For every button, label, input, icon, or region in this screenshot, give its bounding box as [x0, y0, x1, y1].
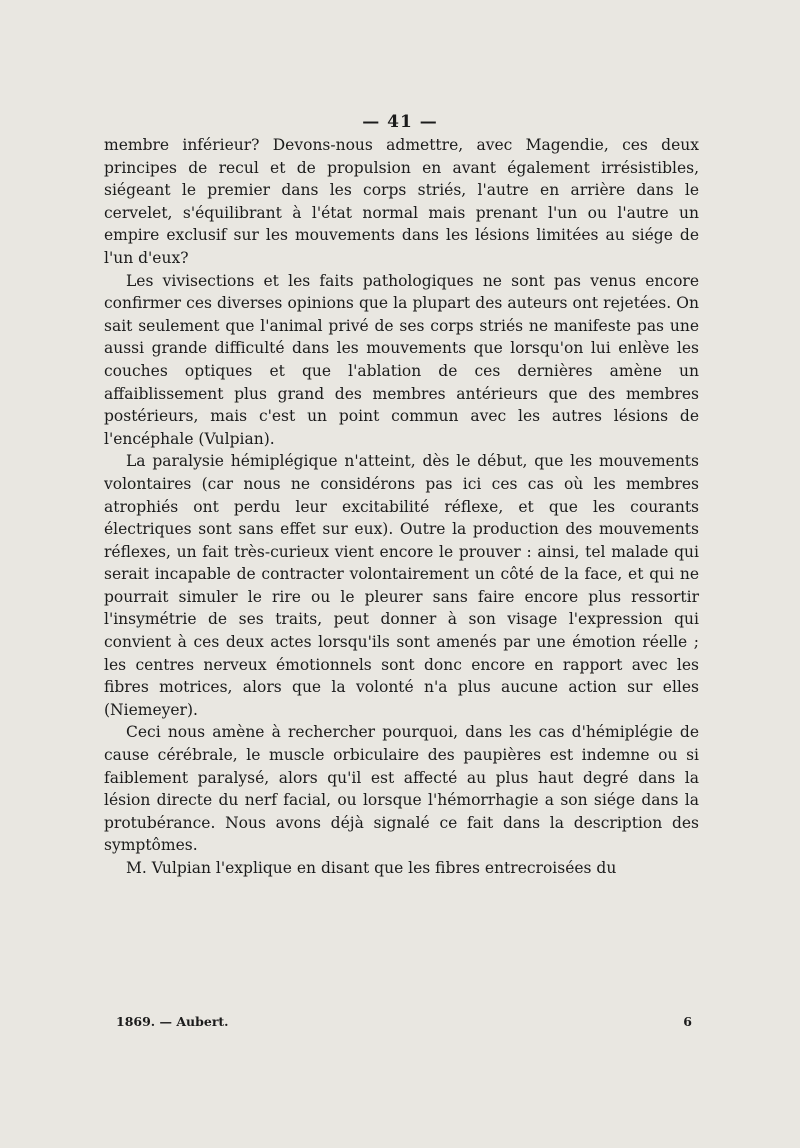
page-footer	[116, 1014, 692, 1029]
signature-mark: 6	[683, 1014, 692, 1029]
paragraph-3: La paralysie hémiplégique n'atteint, dès le début, que les mouvements volontaires (car nous ne considérons pas ici ces cas où les membres atrophiés ont perdu leur excitabilité réflexe, et que les courants électriques sont sans effet sur eux). Outre la production des mouvements réflexes, un fait très-curieux vient encore le prouver : ainsi, tel malade qui serait incapable de contracter volontairement un côté de la face, et qui ne pourrait simuler le rire ou le pleurer sans faire encore plus ressortir l'insymétrie de ses traits, peut donner à son visage l'expression qui convient à ces deux actes lorsqu'ils sont amenés par une émotion réelle ; les centres nerveux émotionnels sont donc encore en rapport avec les fibres motrices, alors que la volonté n'a plus aucune action sur elles (Niemeyer).	[104, 452, 699, 719]
paragraph-1: membre inférieur? Devons-nous admettre, avec Magendie, ces deux principes de recul et de propulsion en avant également irrésistibles, siégeant le premier dans les corps striés, l'autre en arrière dans le cervelet, s'équilibrant à l'état normal mais prenant l'un ou l'autre un empire exclusif sur les mouvements dans les lésions limitées au siége de l'un d'eux?	[104, 136, 699, 267]
paragraph-5: M. Vulpian l'explique en disant que les fibres entrecroisées du	[126, 859, 617, 877]
page-number: — 41 —	[362, 112, 438, 132]
paragraph-4: Ceci nous amène à rechercher pourquoi, dans les cas d'hémiplégie de cause cérébrale, le muscle orbiculaire des paupières est indemne ou si faiblement paralysé, alors qu'il est affecté au plus haut degré dans la lésion directe du nerf facial, ou lorsque l'hémorrhagie a son siége dans la protubérance. Nous avons déjà signalé ce fait dans la description des symptômes.	[104, 723, 699, 855]
paragraph-2: Les vivisections et les faits pathologiques ne sont pas venus encore confirmer ces diverses opinions que la plupart des auteurs ont rejetées. On sait seulement que l'animal privé de ses corps striés ne manifeste pas une aussi grande difficulté dans les mouvements que lorsqu'on lui enlève les couches optiques et que l'ablation de ces dernières amène un affaiblissement plus grand des membres antérieurs que des membres postérieurs, mais c'est un point commun avec les autres lésions de l'encéphale (Vulpian).	[104, 271, 699, 448]
footer-signature: 1869. — Aubert.	[116, 1014, 229, 1029]
body-text	[104, 134, 699, 880]
